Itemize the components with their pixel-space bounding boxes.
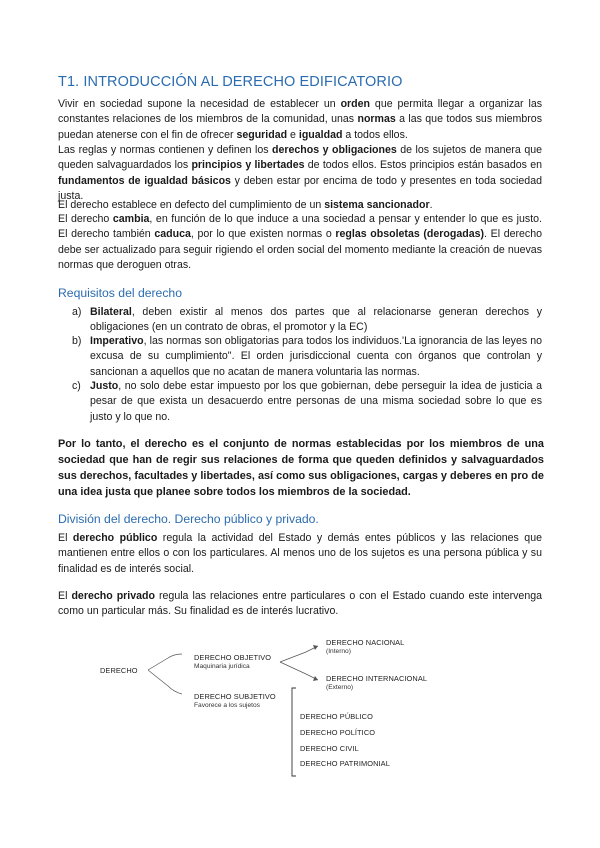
paragraph-derecho-publico: El derecho público regula la actividad del Estado y demás entes públicos y las relaciones que mantienen entre ellos o con los particulares. Al menos uno de los sujetos es una persona pública y su finalidad es de interés social. xyxy=(58,532,542,575)
list-item: a) Bilateral, deben existir al menos dos partes que al relacionarse generan derechos y obligaciones (en un contrato de obras, el promotor y la EC) xyxy=(72,306,542,334)
paragraph-derecho-privado: El derecho privado regula las relaciones entre particulares o con el Estado cuando este intervenga como un particular más. Su finalidad es de interés lucrativo. xyxy=(58,590,542,618)
diagram-objetivo-sub: Maquinaria jurídica xyxy=(194,663,250,670)
section-heading-requisitos: Requisitos del derecho xyxy=(58,286,182,300)
diagram-objetivo-label: DERECHO OBJETIVO xyxy=(194,653,272,662)
intro-paragraph-normas: Las reglas y normas contienen y definen los derechos y obligaciones de los sujetos de manera que queden salvaguardados los principios y libertades de todos ellos. Estos principios están basados en fundamentos de igualdad básicos y deben estar por encima de todo y presentes en toda sociedad justa. xyxy=(58,144,542,202)
connector-internacional xyxy=(280,662,318,680)
diagram-nacional-sub: (Interno) xyxy=(326,648,351,655)
bracket-subjetivo xyxy=(292,688,296,776)
diagram-subjetivo-item: DERECHO PATRIMONIAL xyxy=(300,759,390,768)
list-item: b) Imperativo, las normas son obligatorias para todos los individuos.'La ignorancia de las leyes no excusa de su cumplimiento". El orden jurisdiccional cuenta con órganos que controlan y sancionan a aquellos que no acatan de manera voluntaria las normas. xyxy=(72,335,542,378)
derecho-classification-diagram xyxy=(0,626,600,786)
list-marker: a) xyxy=(72,306,82,318)
arrow-nacional xyxy=(313,645,318,650)
list-item: c) Justo, no solo debe estar impuesto por los que gobiernan, debe perseguir la idea de justicia a pesar de que exista un desacuerdo entre personas de una misma sociedad sobre lo que es justo y lo que no. xyxy=(72,380,542,423)
connector-objetivo xyxy=(148,654,182,670)
diagram-root: DERECHO xyxy=(100,666,138,675)
arrow-internacional xyxy=(313,676,318,681)
intro-paragraph-cambio: El derecho cambia, en función de lo que induce a una sociedad a pensar y entender lo que es justo. El derecho también caduca, por lo que existen normas o reglas obsoletas (derogadas). El derecho debe ser actualizado para seguir rigiendo el orden social del momento mediante la creación de nuevas normas que deroguen otras. xyxy=(58,213,543,271)
connector-subjetivo xyxy=(148,670,182,694)
diagram-nacional-label: DERECHO NACIONAL xyxy=(326,638,405,647)
conclusion-paragraph: Por lo tanto, el derecho es el conjunto de normas establecidas por los miembros de una sociedad que han de regir sus relaciones de forma que queden definidos y salvaguardados sus derechos, facultades y libertades, así como sus obligaciones, cargas y deberes en pro de una idea justa que planee sobre todos los miembros de la sociedad. xyxy=(58,438,544,498)
diagram-subjetivo-item: DERECHO PÚBLICO xyxy=(300,712,373,721)
diagram-internacional-sub: (Externo) xyxy=(326,684,354,691)
page-title: T1. INTRODUCCIÓN AL DERECHO EDIFICATORIO xyxy=(58,74,403,90)
intro-paragraph-orden: Vivir en sociedad supone la necesidad de establecer un orden que permita llegar a organizar las constantes relaciones de los miembros de la comunidad, unas normas a las que todos sus miembros puedan atenerse con el fin de ofrecer seguridad e igualdad a todos ellos. xyxy=(58,98,543,141)
diagram-internacional-label: DERECHO INTERNACIONAL xyxy=(326,674,428,683)
intro-paragraph-sancionador: El derecho establece en defecto del cumplimiento de un sistema sancionador. xyxy=(58,199,433,211)
list-marker: b) xyxy=(72,335,82,347)
diagram-subjetivo-label: DERECHO SUBJETIVO xyxy=(194,692,276,701)
diagram-subjetivo-item: DERECHO CIVIL xyxy=(300,744,359,753)
diagram-subjetivo-sub: Favorece a los sujetos xyxy=(194,702,260,709)
diagram-subjetivo-item: DERECHO POLÍTICO xyxy=(300,728,376,737)
list-marker: c) xyxy=(72,380,81,392)
section-heading-division: División del derecho. Derecho público y privado. xyxy=(58,512,319,526)
connector-nacional xyxy=(280,646,318,662)
